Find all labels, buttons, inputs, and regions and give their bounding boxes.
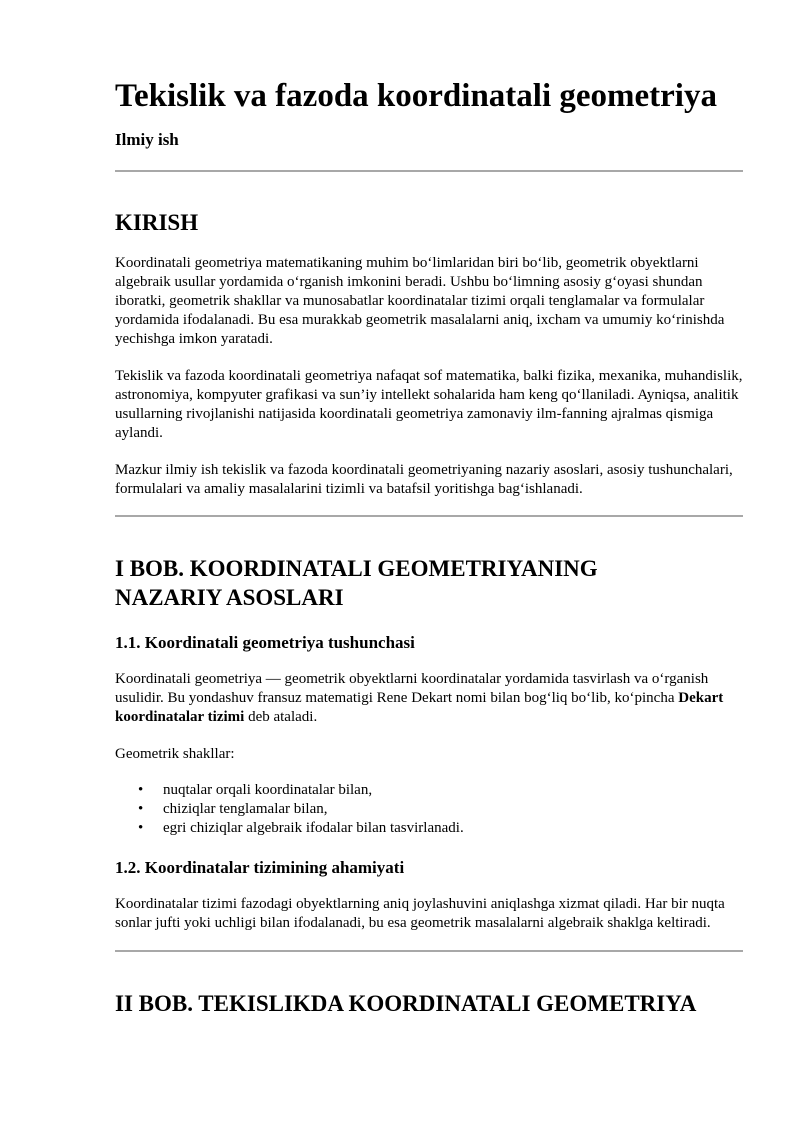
intro-paragraph-2: Tekislik va fazoda koordinatali geometriya nafaqat sof matematika, balki fizika, mexanika, muhandislik, astronomiya, kompyuter grafikasi va sun’iy intellekt sohalarida ham keng qo‘llaniladi. Ayniqsa, analitik usullarning rivojlanishi natijasida koordinatali geometriya zamonaviy ilm-fanning ajralmas qismiga aylandi. [115, 368, 743, 441]
section-1-2-paragraph: Koordinatalar tizimi fazodagi obyektlarning aniq joylashuvini aniqlashga xizmat qiladi. Har bir nuqta sonlar jufti yoki uchligi bilan ifodalanadi, bu esa geometrik masalalarni algebraik shaklga keltiradi. [115, 896, 725, 931]
list-item-text: egri chiziqlar algebraik ifodalar bilan tasvirlanadi. [163, 820, 464, 836]
list-item [115, 819, 743, 838]
divider [115, 170, 743, 172]
list-intro: Geometrik shakllar: [115, 746, 235, 762]
chapter1-heading-line2: NAZARIY ASOSLARI [115, 585, 344, 610]
bullet-icon: • [138, 782, 144, 798]
section-1-2-heading: 1.2. Koordinatalar tizimining ahamiyati [115, 858, 405, 877]
intro-paragraph-3: Mazkur ilmiy ish tekislik va fazoda koordinatali geometriyaning nazariy asoslari, asosiy tushunchalari, formulalari va amaliy masalalarini tizimli va batafsil yoritishga bag‘ishlanadi. [115, 462, 733, 497]
bullet-icon: • [138, 820, 144, 836]
section-1-1-text-end: deb ataladi. [244, 709, 318, 725]
chapter1-heading [115, 554, 743, 612]
section-1-1-text-start: Koordinatali geometriya — geometrik obyektlarni koordinatalar yordamida tasvirlash va o‘rganish usulidir. Bu yondashuv fransuz matematigi Rene Dekart nomi bilan bog‘liq bo‘lib, ko‘pincha [115, 671, 709, 706]
document-subtitle: Ilmiy ish [115, 130, 179, 149]
section-1-1-paragraph [115, 670, 743, 727]
list-item [115, 781, 743, 800]
chapter2-heading: II BOB. TEKISLIKDA KOORDINATALI GEOMETRIYA [115, 991, 697, 1016]
shapes-list [115, 781, 743, 838]
divider [115, 515, 743, 517]
intro-heading: KIRISH [115, 210, 199, 235]
list-item [115, 800, 743, 819]
list-item-text: nuqtalar orqali koordinatalar bilan, [163, 782, 373, 798]
divider [115, 950, 743, 952]
bullet-icon: • [138, 801, 144, 817]
list-item-text: chiziqlar tenglamalar bilan, [163, 801, 328, 817]
intro-paragraph-1: Koordinatali geometriya matematikaning muhim bo‘limlaridan biri bo‘lib, geometrik obyektlarni algebraik usullar yordamida o‘rganish imkonini beradi. Ushbu bo‘limning asosiy g‘oyasi shundan iboratki, geometrik shakllar va munosabatlar koordinatalar tizimi orqali tenglamalar va formulalar yordamida ifodalanadi. Bu esa murakkab geometrik masalalarni aniq, ixcham va umumiy ko‘rinishda yechishga imkon yaratadi. [115, 255, 725, 347]
chapter1-heading-line1: I BOB. KOORDINATALI GEOMETRIYANING [115, 556, 598, 581]
section-1-1-heading: 1.1. Koordinatali geometriya tushunchasi [115, 633, 415, 652]
dekart-term: Dekart koordinatalar tizimi [115, 690, 724, 725]
document-title: Tekislik va fazoda koordinatali geometriya [115, 78, 717, 114]
